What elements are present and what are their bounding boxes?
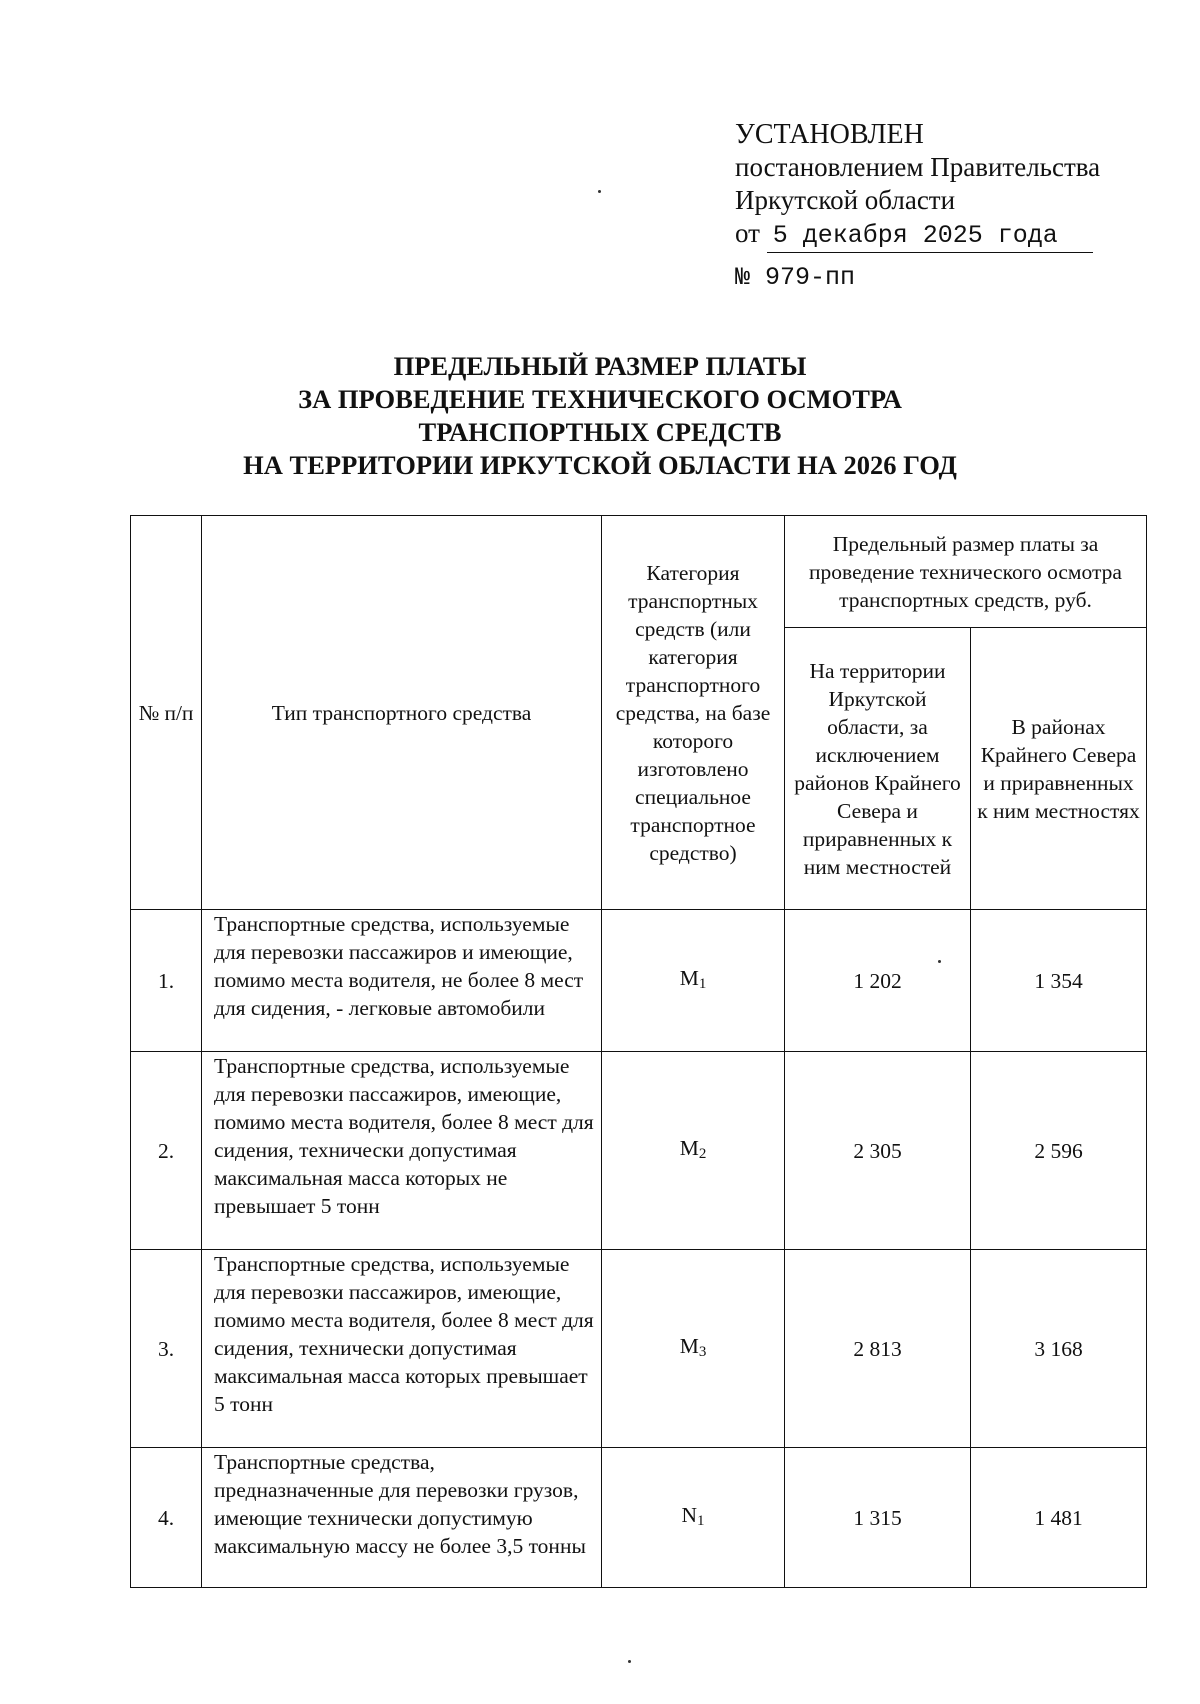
scan-speck [628,1660,631,1663]
approval-number: № 979-пп [735,263,856,292]
fee-table [130,515,1147,1588]
approval-line-1: постановлением Правительства [735,152,1101,182]
table-row [131,1250,1147,1448]
table-row [131,910,1147,1052]
row-number: 1. [131,910,202,1052]
document-title [0,350,1200,482]
row-number: 3. [131,1250,202,1448]
row-type: Транспортные средства, используемые для перевозки пассажиров, имеющие, помимо места водителя, более 8 мест для сидения, технически допустимая максимальная масса которых превышает 5 тонн [202,1250,602,1448]
header-type: Тип транспортного средства [202,516,602,910]
scan-speck [598,190,601,193]
title-line-3: ТРАНСПОРТНЫХ СРЕДСТВ [418,417,782,447]
header-number: № п/п [131,516,202,910]
title-line-2: ЗА ПРОВЕДЕНИЕ ТЕХНИЧЕСКОГО ОСМОТРА [298,384,902,414]
row-category: $M_2$ [602,1052,785,1250]
row-fee-region: 2 305 [785,1052,971,1250]
row-fee-north: 1 481 [971,1448,1147,1588]
row-fee-north: 3 168 [971,1250,1147,1448]
row-fee-region: 1 315 [785,1448,971,1588]
row-type: Транспортные средства, предназначенные для перевозки грузов, имеющие технически допустимую максимальную массу не более 3,5 тонны [202,1448,602,1588]
approval-date-prefix: от [735,218,760,248]
header-fee-north: В районах Крайнего Севера и приравненных к ним местностях [971,628,1147,910]
row-fee-north: 1 354 [971,910,1147,1052]
row-number: 4. [131,1448,202,1588]
header-category: Категория транспортных средств (или категория транспортного средства, на базе которого изготовлено специальное транспортное средство) [602,516,785,910]
approval-title: УСТАНОВЛЕН [735,119,924,150]
header-fee-group: Предельный размер платы за проведение технического осмотра транспортных средств, руб. [785,516,1147,628]
table-row [131,1448,1147,1588]
row-type: Транспортные средства, используемые для перевозки пассажиров и имеющие, помимо места водителя, не более 8 мест для сидения, - легковые автомобили [202,910,602,1052]
row-category: $M_3$ [602,1250,785,1448]
approval-date: 5 декабря 2025 года [767,219,1093,253]
header-row [131,516,1147,628]
title-line-1: ПРЕДЕЛЬНЫЙ РАЗМЕР ПЛАТЫ [393,351,807,381]
row-type: Транспортные средства, используемые для перевозки пассажиров, имеющие, помимо места водителя, более 8 мест для сидения, технически допустимая максимальная масса которых не превышает 5 тонн [202,1052,602,1250]
table-row [131,1052,1147,1250]
header-fee-region: На территории Иркутской области, за исключением районов Крайнего Севера и приравненных к ним местностей [785,628,971,910]
approval-date-line [735,217,1100,253]
approval-line-2: Иркутской области [735,185,956,215]
row-fee-region: 2 813 [785,1250,971,1448]
scan-speck [938,960,941,963]
row-category: $M_1$ [602,910,785,1052]
row-fee-region: 1 202 [785,910,971,1052]
title-line-4: НА ТЕРРИТОРИИ ИРКУТСКОЙ ОБЛАСТИ НА 2026 ГОД [243,450,957,480]
row-category: $N_1$ [602,1448,785,1588]
row-fee-north: 2 596 [971,1052,1147,1250]
row-number: 2. [131,1052,202,1250]
approval-stamp [735,118,1100,294]
